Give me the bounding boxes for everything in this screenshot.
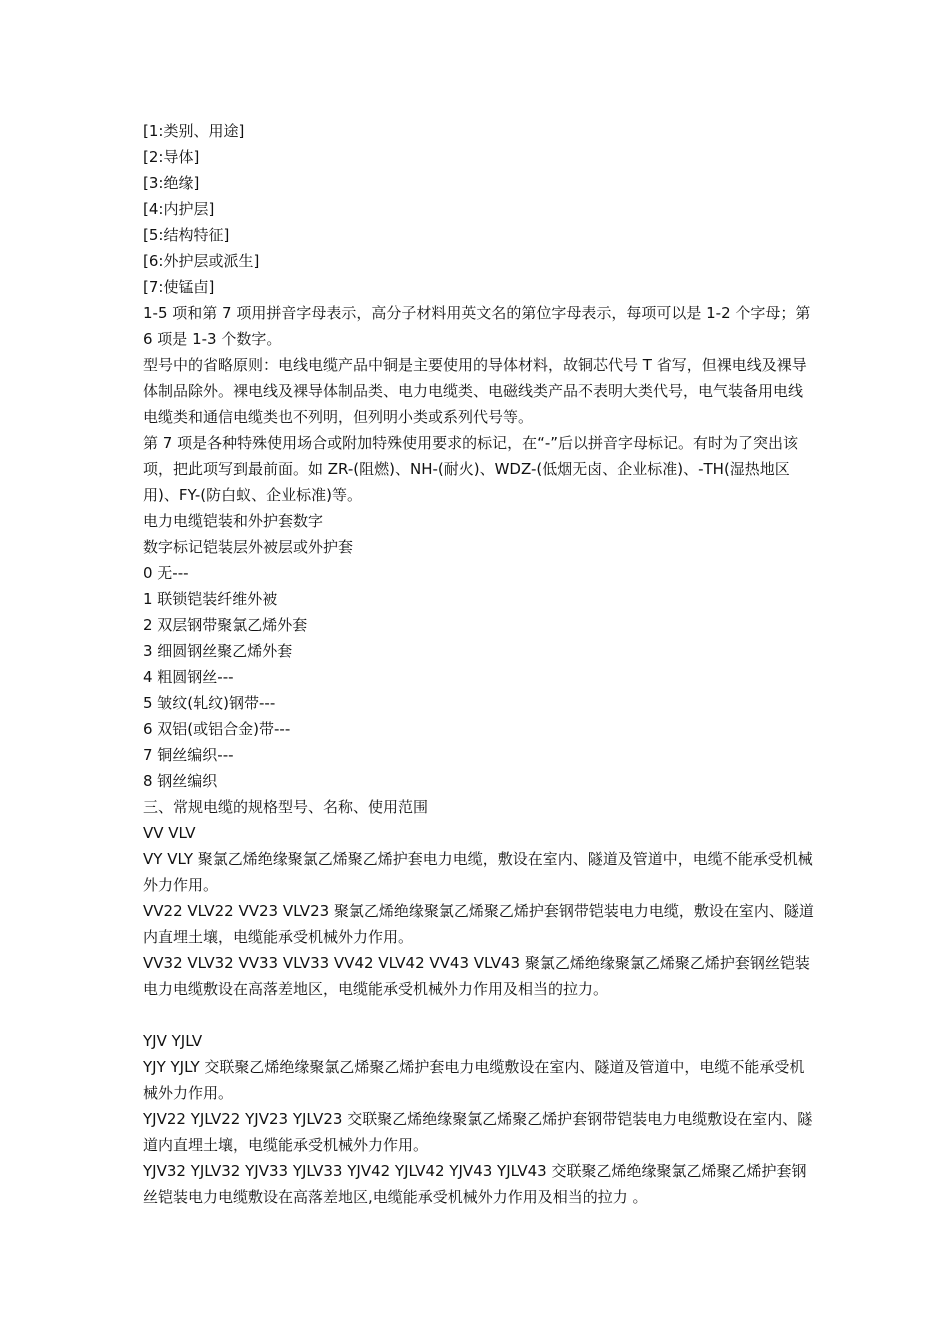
- model-vv32: VV32 VLV32 VV33 VLV33 VV42 VLV42 VV43 VLV43 聚氯乙烯绝缘聚氯乙烯聚乙烯护套钢丝铠装电力电缆敷设在高落差地区，电缆能承受机械外力作用及相当的拉力。: [143, 954, 810, 998]
- armor-table-header: 数字标记铠装层外被层或外护套: [143, 538, 354, 556]
- model-vy-vly: VY VLY 聚氯乙烯绝缘聚氯乙烯聚乙烯护套电力电缆，敷设在室内、隧道及管道中，电缆不能承受机械外力作用。: [143, 850, 813, 894]
- blank-line: [143, 1002, 815, 1028]
- model-yjv32: YJV32 YJLV32 YJV33 YJLV33 YJV42 YJLV42 YJV43 YJLV43 交联聚乙烯绝缘聚氯乙烯聚乙烯护套钢丝铠装电力电缆敷设在高落差地区,电缆能承受机械外力作用及相当的拉力 。: [143, 1162, 807, 1206]
- armor-row-6: 6 双铝(或铝合金)带---: [143, 720, 291, 738]
- item-outer-sheath: [6:外护层或派生]: [143, 252, 260, 270]
- armor-row-8: 8 钢丝编织: [143, 772, 218, 790]
- section-armor-title: 电力电缆铠装和外护套数字: [143, 512, 324, 530]
- paragraph-letters: 1-5 项和第 7 项用拼音字母表示，高分子材料用英文名的第位字母表示，每项可以是 1-2 个字母；第 6 项是 1-3 个数字。: [143, 304, 811, 348]
- item-insulation: [3:绝缘]: [143, 174, 200, 192]
- paragraph-omission: 型号中的省略原则：电线电缆产品中铜是主要使用的导体材料，故铜芯代号 T 省写，但裸电线及裸导体制品除外。裸电线及裸导体制品类、电力电缆类、电磁线类产品不表明大类代号，电气装备用电线电缆类和通信电缆类也不列明，但列明小类或系列代号等。: [143, 356, 807, 426]
- armor-row-2: 2 双层钢带聚氯乙烯外套: [143, 616, 308, 634]
- armor-row-5: 5 皱纹(轧纹)钢带---: [143, 694, 276, 712]
- document-body: [143, 118, 815, 1210]
- section-three-title: 三、常规电缆的规格型号、名称、使用范围: [143, 798, 429, 816]
- item-conductor: [2:导体]: [143, 148, 200, 166]
- model-yjv-yjlv: YJV YJLV: [143, 1032, 203, 1050]
- armor-row-7: 7 铜丝编织---: [143, 746, 234, 764]
- item-inner-sheath: [4:内护层]: [143, 200, 215, 218]
- armor-row-1: 1 联锁铠装纤维外被: [143, 590, 278, 608]
- armor-row-0: 0 无---: [143, 564, 189, 582]
- armor-row-4: 4 粗圆钢丝---: [143, 668, 234, 686]
- item-seven: [7:使锰卣]: [143, 278, 215, 296]
- model-vv-vlv: VV VLV: [143, 824, 196, 842]
- item-structure: [5:结构特征]: [143, 226, 230, 244]
- model-yjy-yjly: YJY YJLY 交联聚乙烯绝缘聚氯乙烯聚乙烯护套电力电缆敷设在室内、隧道及管道中，电缆不能承受机械外力作用。: [143, 1058, 805, 1102]
- model-vv22: VV22 VLV22 VV23 VLV23 聚氯乙烯绝缘聚氯乙烯聚乙烯护套钢带铠装电力电缆，敷设在室内、隧道内直埋土壤，电缆能承受机械外力作用。: [143, 902, 814, 946]
- model-yjv22: YJV22 YJLV22 YJV23 YJLV23 交联聚乙烯绝缘聚氯乙烯聚乙烯护套钢带铠装电力电缆敷设在室内、隧道内直埋土壤，电缆能承受机械外力作用。: [143, 1110, 813, 1154]
- armor-row-3: 3 细圆钢丝聚乙烯外套: [143, 642, 293, 660]
- item-category: [1:类别、用途]: [143, 122, 245, 140]
- paragraph-special-mark: 第 7 项是各种特殊使用场合或附加特殊使用要求的标记，在“-”后以拼音字母标记。有时为了突出该项，把此项写到最前面。如 ZR-(阻燃)、NH-(耐火)、WDZ-(低烟无卤、企业标准)、-TH(湿热地区用)、FY-(防白蚁、企业标准)等。: [143, 434, 799, 504]
